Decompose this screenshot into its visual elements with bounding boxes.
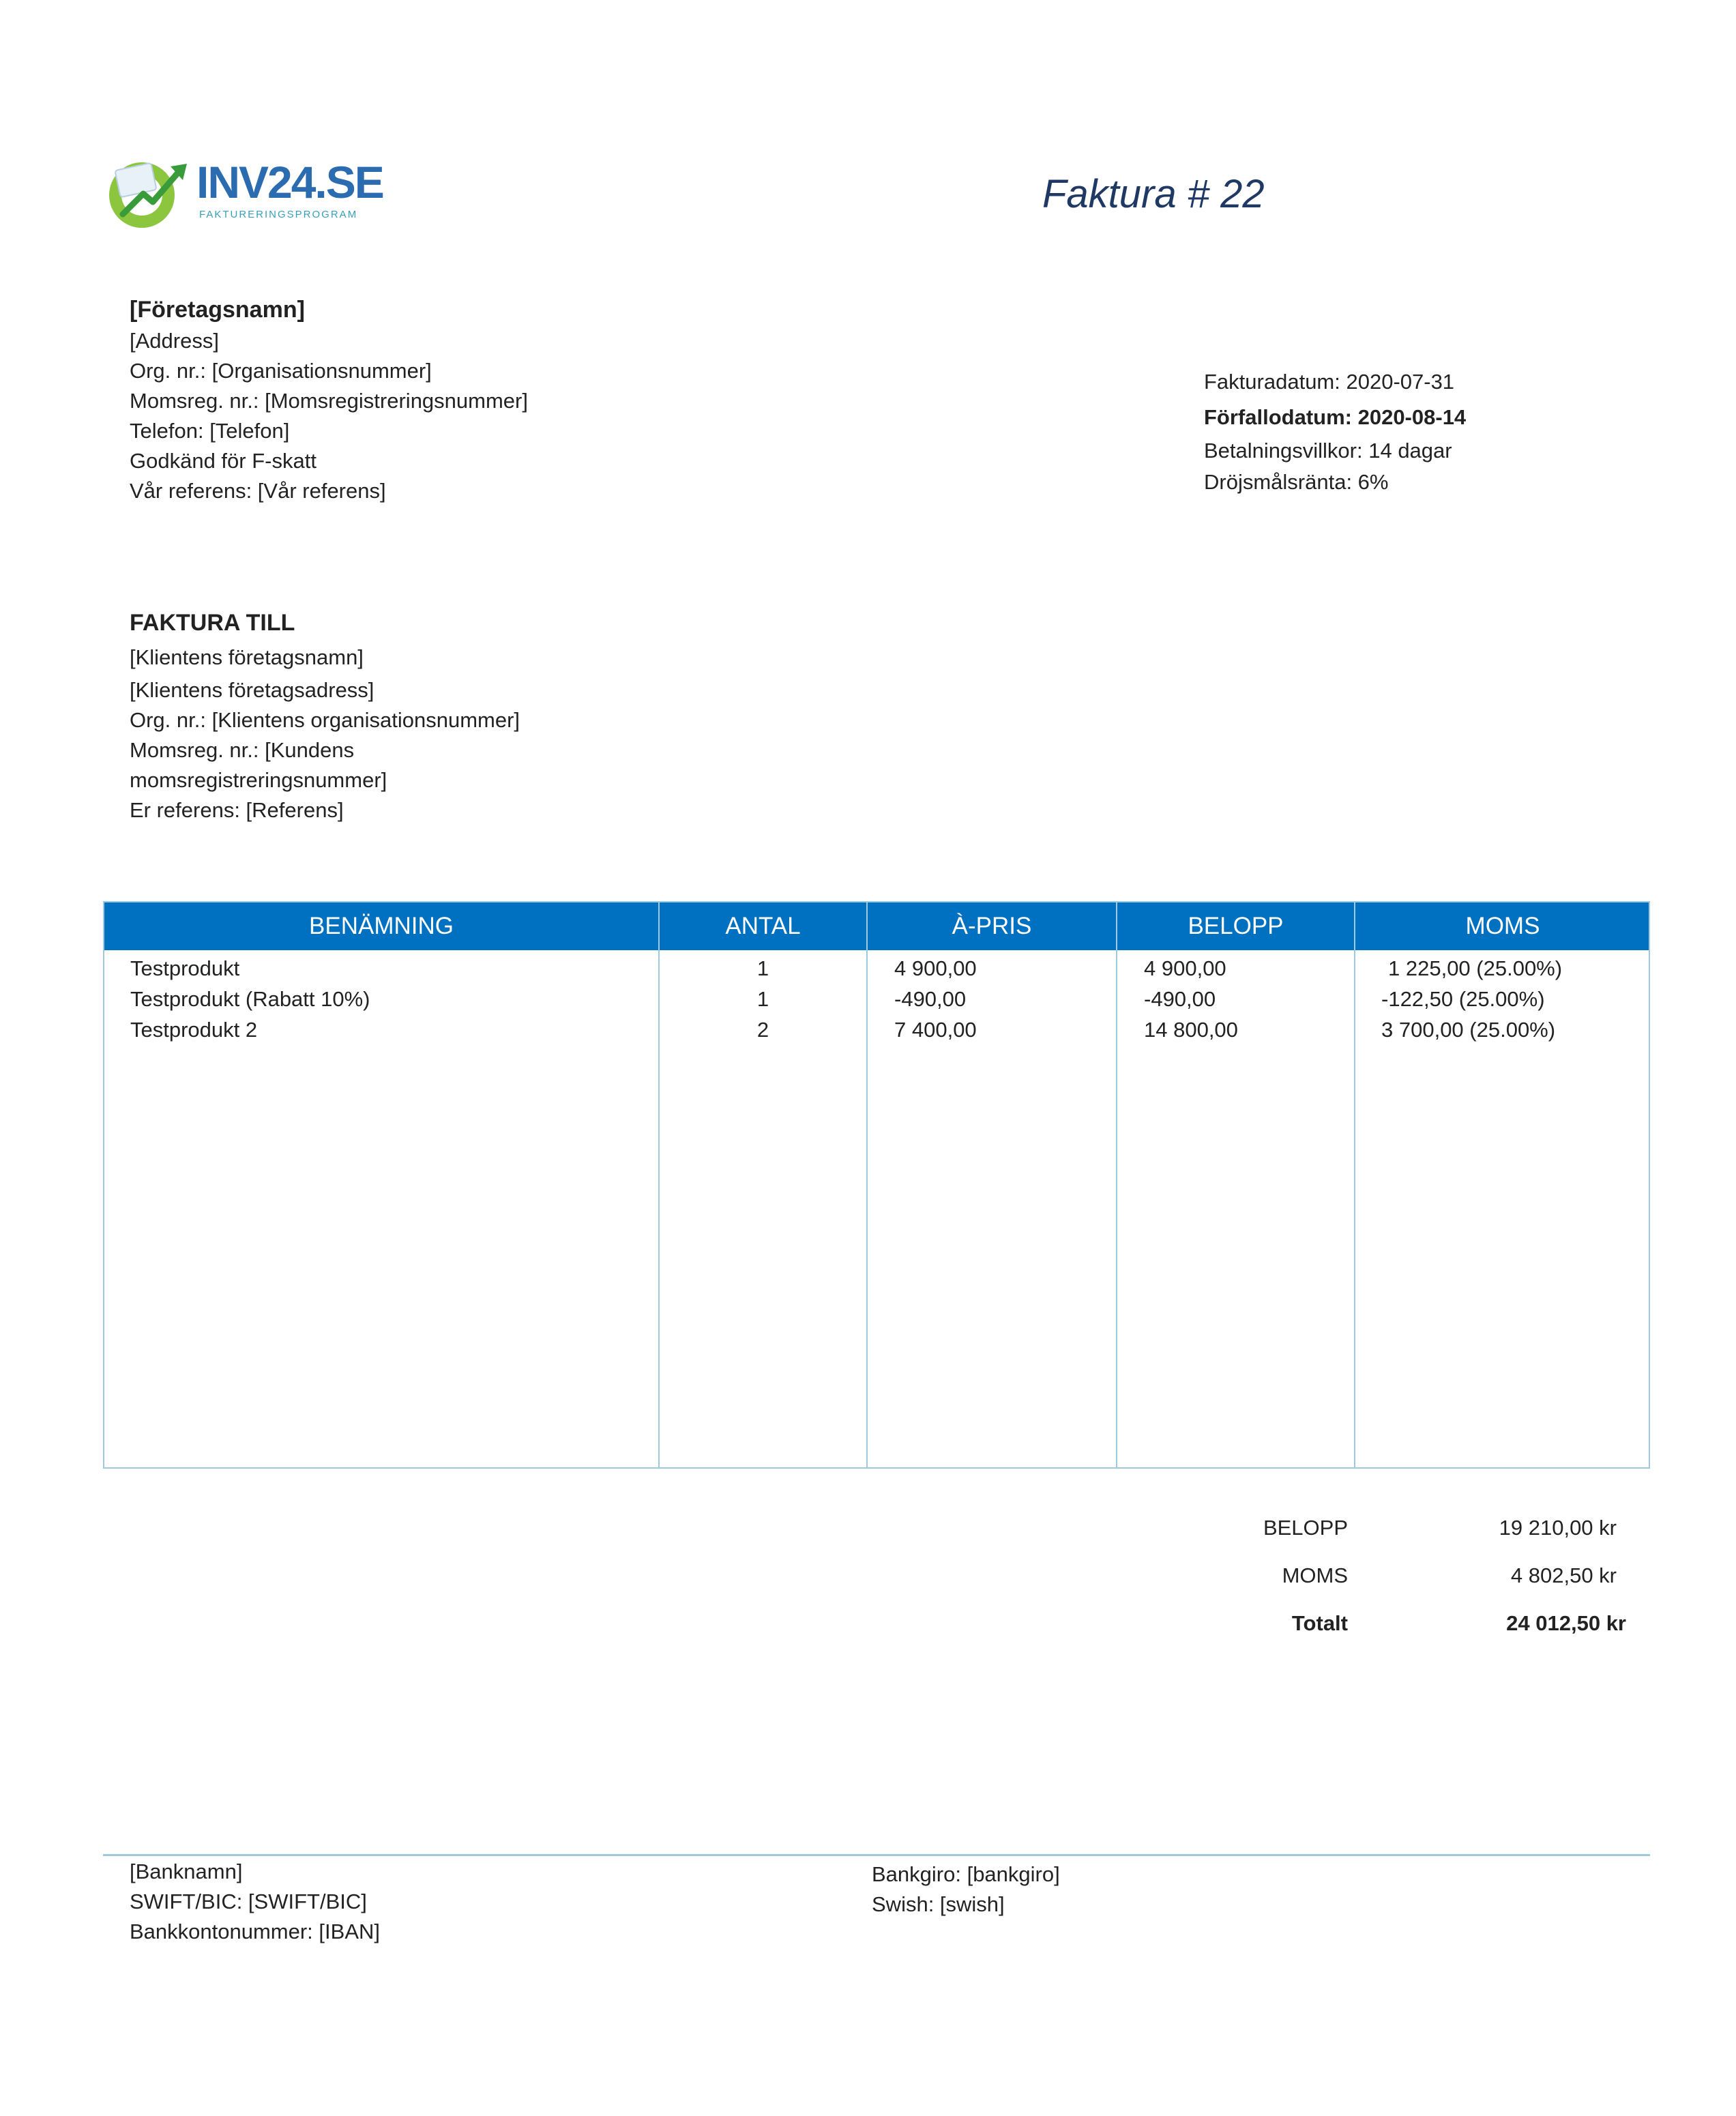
row3-description: Testprodukt 2 [130,1018,258,1042]
row1-vat: 1 225,00 (25.00%) [1388,956,1563,980]
grand-total-label: Totalt [1291,1611,1348,1635]
row3-vat: 3 700,00 (25.00%) [1381,1018,1556,1042]
logo-icon [102,151,191,233]
column-divider [1116,902,1117,1467]
header-description: BENÄMNING [309,913,454,939]
total-vat-label: MOMS [1282,1563,1348,1587]
swift-bic: SWIFT/BIC: [SWIFT/BIC] [130,1890,367,1913]
bill-to-heading: FAKTURA TILL [130,610,295,636]
client-org-nr: Org. nr.: [Klientens organisationsnummer] [130,708,520,732]
header-amount: BELOPP [1188,913,1284,939]
total-amount-value: 19 210,00 kr [1499,1516,1617,1540]
header-vat: MOMS [1465,913,1540,939]
bank-account: Bankkontonummer: [IBAN] [130,1920,380,1943]
total-amount-label: BELOPP [1263,1516,1348,1540]
invoice-title: Faktura # 22 [1042,172,1265,216]
swish: Swish: [swish] [872,1892,1005,1916]
seller-info [130,293,528,506]
row2-quantity: 1 [756,987,769,1011]
grand-total-value: 24 012,50 kr [1506,1611,1626,1635]
row3-quantity: 2 [756,1018,769,1042]
payment-details [872,1860,1060,1920]
seller-phone: Telefon: [Telefon] [130,419,290,443]
invoice-meta [1204,364,1466,498]
seller-org-nr: Org. nr.: [Organisationsnummer] [130,359,432,383]
column-divider [1354,902,1355,1467]
company-logo [102,151,383,233]
row1-description: Testprodukt [130,956,240,980]
payment-terms: Betalningsvillkor: 14 dagar [1204,439,1452,462]
row3-unit-price: 7 400,00 [894,1018,977,1042]
seller-address: [Address] [130,329,219,353]
invoice-date: Fakturadatum: 2020-07-31 [1204,370,1455,394]
row1-quantity: 1 [756,956,769,980]
late-interest: Dröjsmålsränta: 6% [1204,470,1389,494]
row2-vat: -122,50 (25.00%) [1381,987,1545,1011]
row1-unit-price: 4 900,00 [894,956,977,980]
column-divider [866,902,868,1467]
client-vat-nr: Momsreg. nr.: [Kundens [130,738,355,762]
footer-divider [103,1854,1650,1856]
row2-unit-price: -490,00 [894,987,967,1011]
client-vat-nr-cont: momsregistreringsnummer] [130,768,387,792]
bank-name: [Banknamn] [130,1860,243,1883]
bankgiro: Bankgiro: [bankgiro] [872,1862,1060,1886]
client-address: [Klientens företagsadress] [130,678,374,702]
total-vat-value: 4 802,50 kr [1510,1563,1617,1587]
row2-description: Testprodukt (Rabatt 10%) [130,987,370,1011]
logo-tagline: FAKTURERINGSPROGRAM [199,209,358,220]
row3-amount: 14 800,00 [1144,1018,1238,1042]
seller-f-tax: Godkänd för F-skatt [130,449,317,473]
bank-details [130,1857,380,1947]
header-unit-price: À-PRIS [952,913,1032,939]
client-name: [Klientens företagsnamn] [130,645,364,669]
header-quantity: ANTAL [725,913,801,939]
bill-to [130,606,520,825]
seller-reference: Vår referens: [Vår referens] [130,479,386,503]
logo-wordmark: INV24.SE [196,157,383,207]
client-reference: Er referens: [Referens] [130,798,344,822]
seller-name: [Företagsnamn] [130,297,305,323]
row2-amount: -490,00 [1144,987,1216,1011]
due-date: Förfallodatum: 2020-08-14 [1204,405,1467,429]
seller-vat-nr: Momsreg. nr.: [Momsregistreringsnummer] [130,389,528,413]
items-table [103,901,1650,1469]
row1-amount: 4 900,00 [1144,956,1226,980]
